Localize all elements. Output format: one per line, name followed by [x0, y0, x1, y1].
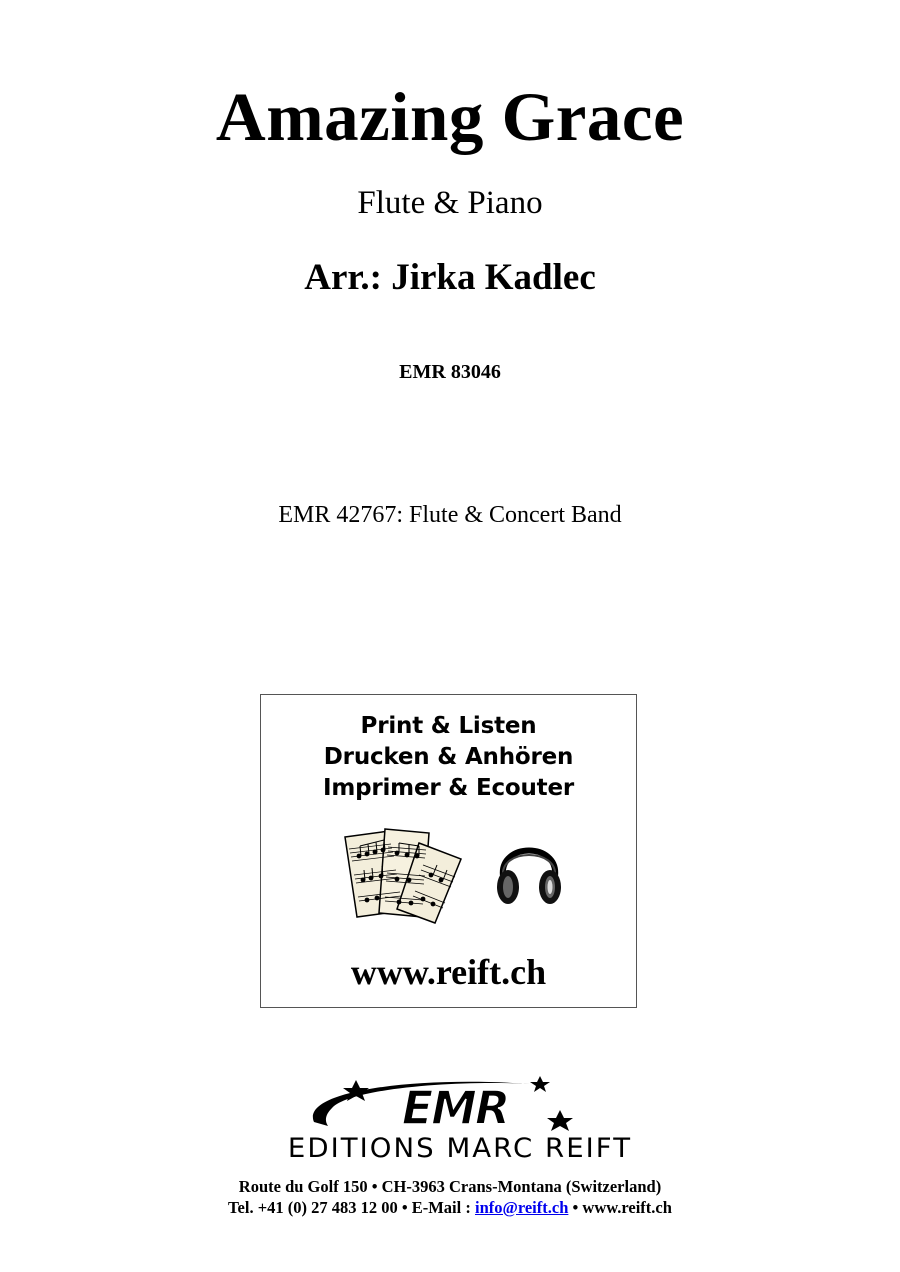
publisher-contact [0, 1197, 900, 1219]
promo-line-english: Print & Listen [360, 713, 537, 739]
alternate-edition: EMR 42767: Flute & Concert Band [278, 502, 622, 528]
emr-logo-lettering: EMR [401, 1081, 509, 1135]
print-listen-box [260, 694, 637, 1008]
contact-phone: Tel. +41 (0) 27 483 12 00 • E-Mail : [228, 1198, 475, 1217]
email-link[interactable]: info@reift.ch [474, 1198, 569, 1217]
promo-line-french: Imprimer & Ecouter [322, 775, 575, 801]
promo-line-german: Drucken & Anhören [323, 744, 574, 770]
promo-website: www.reift.ch [350, 952, 547, 992]
arranger: Arr.: Jirka Kadlec [304, 257, 596, 298]
page-title: Amazing Grace [215, 79, 685, 155]
emr-logo [240, 1070, 680, 1172]
headphones-icon [493, 832, 565, 910]
publisher-name: EDITIONS MARC REIFT [287, 1133, 633, 1164]
contact-website: • www.reift.ch [568, 1198, 672, 1217]
publisher-address: Route du Golf 150 • CH-3963 Crans-Montana (Switzerland) [238, 1177, 662, 1196]
instrumentation: Flute & Piano [357, 185, 543, 221]
catalog-number: EMR 83046 [399, 361, 501, 383]
sheet-music-icon [339, 825, 469, 925]
